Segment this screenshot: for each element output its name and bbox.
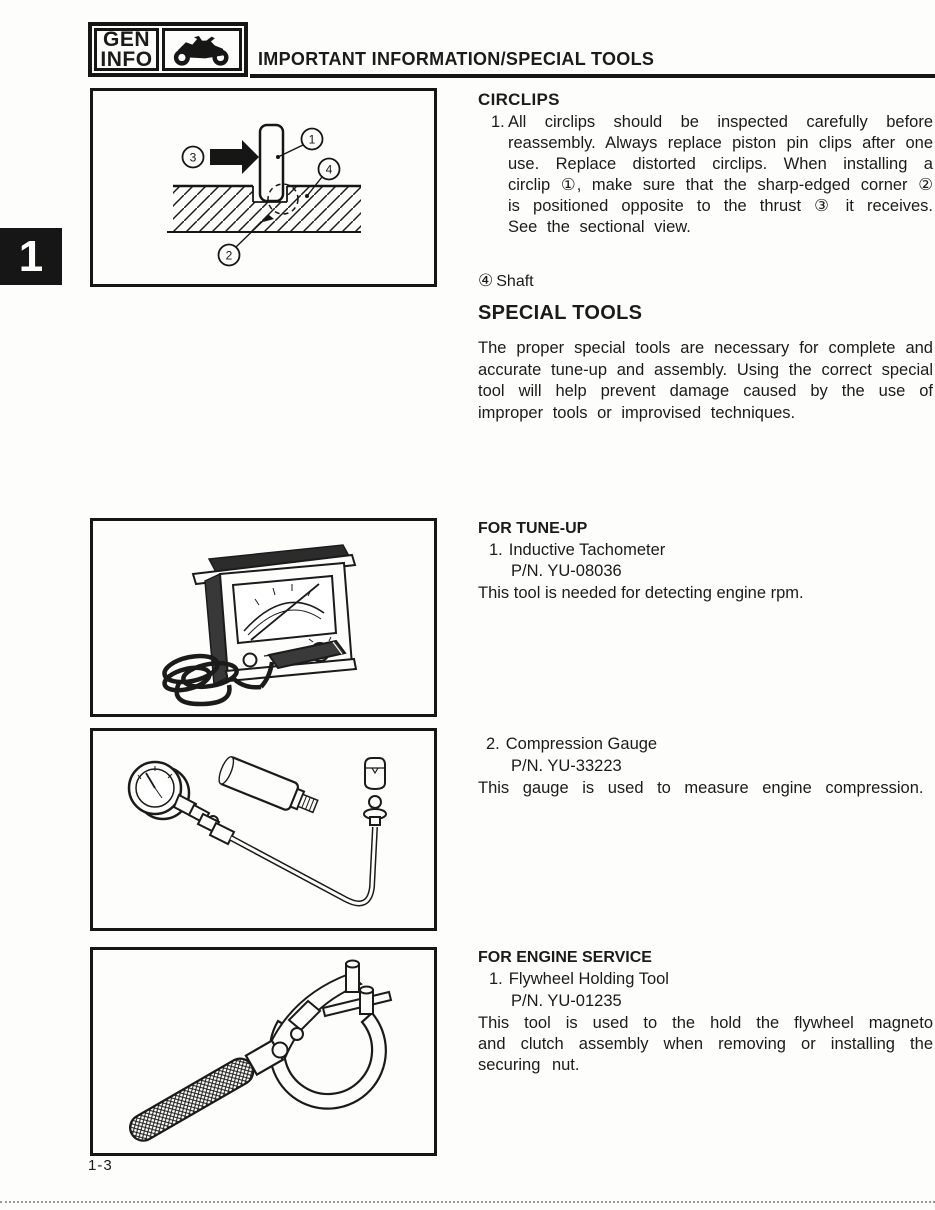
figure-flywheel-holding-tool: [90, 947, 437, 1156]
circlips-item-number: 1.: [491, 113, 505, 131]
figure-circlip-diagram: [90, 88, 437, 287]
tool-compression-gauge-part-number: P/N. YU-33223: [511, 757, 622, 775]
circlips-instruction: [478, 112, 933, 238]
callout-3: 3: [189, 150, 197, 165]
flywheel-tool-svg: [93, 950, 434, 1153]
tool-compression-gauge-name: 2. Compression Gauge: [486, 735, 658, 753]
for-tune-up-heading: FOR TUNE-UP: [478, 520, 588, 537]
tool-tachometer-name: 1. Inductive Tachometer: [489, 541, 666, 559]
knurled-handle: [125, 1039, 283, 1146]
gen-info-logo: [88, 22, 248, 77]
circlips-item-text: All circlips should be inspected carefully before reassembly. Always replace piston pin clips after one use. Replace distorted circlips. When installing a circlip ①, make sure that the sharp-edged corner ② is positioned opposite to the thrust ③ it receives. See the sectional view.: [508, 113, 933, 236]
gen-info-logo-text: [94, 28, 159, 71]
page-number: 1-3: [88, 1157, 113, 1174]
tool-flywheel-description: This tool is used to the hold the flywheel magneto and clutch assembly when removing or installing the securing nut.: [478, 1014, 933, 1074]
page-title: IMPORTANT INFORMATION/SPECIAL TOOLS: [258, 49, 655, 69]
tool-tachometer-description: This tool is needed for detecting engine rpm.: [478, 584, 804, 602]
compression-gauge-svg: [93, 731, 434, 928]
circlips-heading: CIRCLIPS: [478, 90, 560, 109]
title-rule: [250, 74, 935, 78]
figure-inductive-tachometer: [90, 518, 437, 717]
figure-compression-gauge: [90, 728, 437, 931]
shaft-callout-line: [478, 271, 534, 291]
thrust-arrow: [210, 140, 259, 174]
gauge-hose: [231, 827, 375, 903]
callout-2: 2: [225, 248, 233, 263]
callout-1: 1: [308, 132, 316, 147]
tool-flywheel-name: 1. Flywheel Holding Tool: [489, 970, 669, 988]
shaft-callout-label: Shaft: [496, 273, 534, 290]
circlip-diagram-svg: [93, 91, 434, 284]
tachometer-svg: [93, 521, 434, 714]
logo-line2: INFO: [100, 47, 153, 71]
shaft-callout-number: ④: [478, 271, 494, 290]
tool-compression-gauge-description: This gauge is used to measure engine compression.: [478, 779, 924, 797]
tool-flywheel-part-number: P/N. YU-01235: [511, 992, 622, 1010]
for-engine-service-heading: FOR ENGINE SERVICE: [478, 949, 652, 966]
special-tools-intro: The proper special tools are necessary for complete and accurate tune-up and assembly. Using the correct special tool will help prevent damage caused by the use of improper tools or improvised techniques.: [478, 339, 933, 422]
callout-4: 4: [325, 162, 333, 177]
motorcycle-icon-svg: [165, 31, 239, 68]
tool-tachometer-part-number: P/N. YU-08036: [511, 562, 622, 580]
chapter-tab: 1: [0, 228, 62, 285]
motorcycle-icon: [162, 28, 242, 71]
scan-artifact-line: [0, 1201, 935, 1203]
special-tools-heading: SPECIAL TOOLS: [478, 302, 643, 324]
logo-line1: GEN: [102, 27, 150, 51]
